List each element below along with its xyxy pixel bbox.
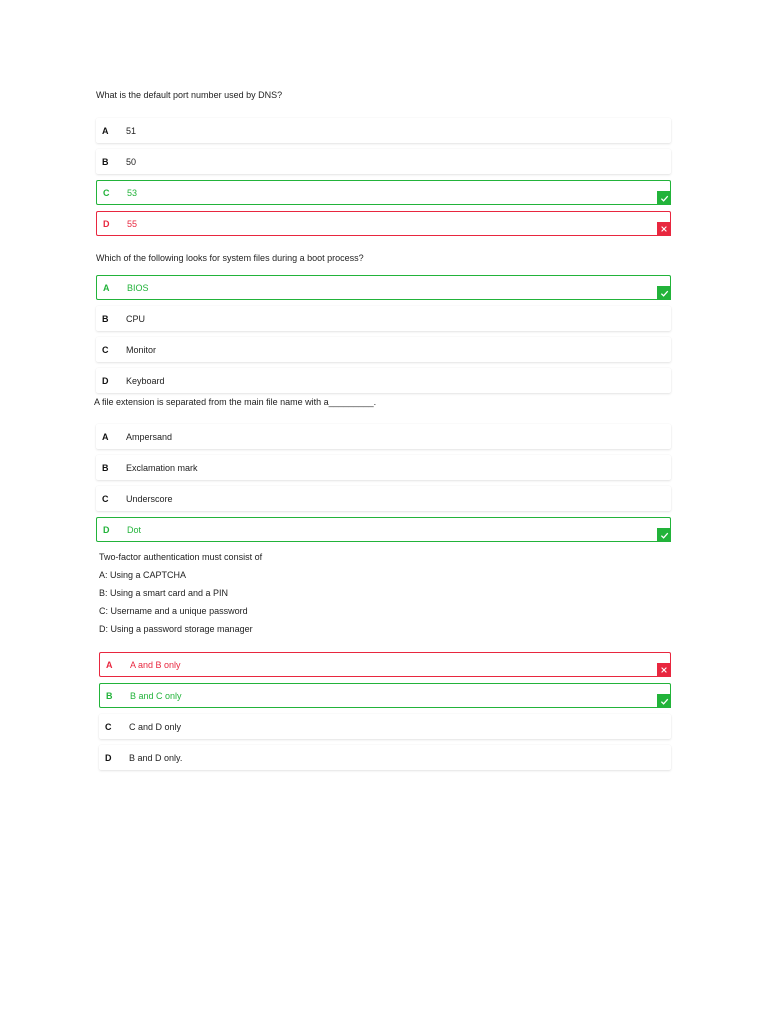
question-1-options (96, 118, 671, 242)
option-c[interactable] (96, 180, 671, 205)
question-2 (96, 253, 671, 264)
option-letter: B (102, 313, 109, 324)
option-letter: A (106, 659, 113, 670)
option-label: A and B only (130, 659, 181, 670)
option-b[interactable] (99, 683, 671, 708)
option-label: CPU (126, 313, 146, 324)
close-icon (657, 222, 671, 236)
statement-a: A: Using a CAPTCHA (99, 570, 187, 580)
question-3 (94, 397, 669, 408)
option-label: B and C only (130, 690, 182, 701)
option-a[interactable] (96, 118, 671, 143)
option-c[interactable] (99, 714, 671, 739)
option-letter: C (102, 344, 109, 355)
option-label: 50 (126, 156, 137, 167)
option-letter: D (103, 524, 110, 535)
option-a[interactable] (99, 652, 671, 677)
option-letter: D (105, 752, 112, 763)
check-icon (657, 191, 671, 205)
option-d[interactable] (96, 517, 671, 542)
question-text: What is the default port number used by DNS? (96, 90, 283, 100)
option-b[interactable] (96, 455, 671, 480)
option-c[interactable] (96, 337, 671, 362)
option-a[interactable] (96, 275, 671, 300)
option-label: Exclamation mark (126, 462, 198, 473)
option-letter: B (102, 156, 109, 167)
option-label: 51 (126, 125, 137, 136)
close-icon (657, 663, 671, 677)
option-letter: B (102, 462, 109, 473)
option-letter: D (103, 218, 110, 229)
option-label: BIOS (127, 282, 149, 293)
option-letter: C (105, 721, 112, 732)
option-label: 55 (127, 218, 138, 229)
option-b[interactable] (96, 306, 671, 331)
option-label: Ampersand (126, 431, 173, 442)
option-letter: A (102, 431, 109, 442)
option-a[interactable] (96, 424, 671, 449)
option-label: B and D only. (129, 752, 183, 763)
option-letter: C (103, 187, 110, 198)
question-text: Two-factor authentication must consist of (99, 552, 263, 562)
option-b[interactable] (96, 149, 671, 174)
option-d[interactable] (96, 368, 671, 393)
option-letter: D (102, 375, 109, 386)
statement-d: D: Using a password storage manager (99, 624, 253, 634)
option-label: Keyboard (126, 375, 165, 386)
question-2-options (96, 275, 671, 399)
option-d[interactable] (96, 211, 671, 236)
option-letter: A (102, 125, 109, 136)
question-4 (99, 552, 674, 642)
question-text: Which of the following looks for system files during a boot process? (96, 253, 364, 263)
question-1 (96, 90, 671, 101)
statement-c: C: Username and a unique password (99, 606, 248, 616)
check-icon (657, 694, 671, 708)
question-3-options (96, 424, 671, 548)
option-letter: B (106, 690, 113, 701)
option-label: C and D only (129, 721, 182, 732)
question-text: A file extension is separated from the main file name with a_________. (94, 397, 377, 407)
option-letter: A (103, 282, 110, 293)
option-label: Dot (127, 524, 142, 535)
option-label: 53 (127, 187, 138, 198)
statement-b: B: Using a smart card and a PIN (99, 588, 229, 598)
option-letter: C (102, 493, 109, 504)
check-icon (657, 528, 671, 542)
option-label: Monitor (126, 344, 157, 355)
option-label: Underscore (126, 493, 173, 504)
option-d[interactable] (99, 745, 671, 770)
question-4-options (99, 652, 671, 776)
check-icon (657, 286, 671, 300)
option-c[interactable] (96, 486, 671, 511)
